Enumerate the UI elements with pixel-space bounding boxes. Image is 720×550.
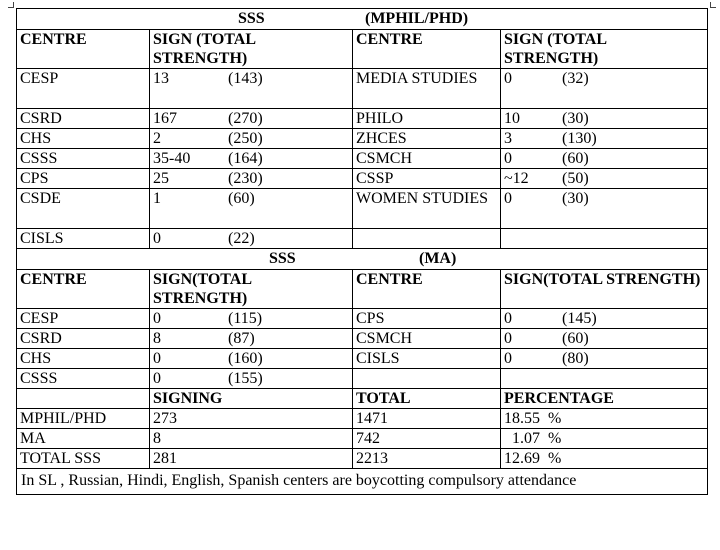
total-strength-value: (30) <box>562 190 589 207</box>
sign-cell <box>150 69 353 109</box>
table-row <box>17 349 708 369</box>
sign-value: 167 <box>153 110 177 127</box>
total-strength-value: (130) <box>562 130 597 147</box>
centre-cell: CSMCH <box>353 329 501 349</box>
summary-total: 742 <box>353 429 501 449</box>
sign-cell <box>150 369 353 389</box>
total-strength-value: (143) <box>228 70 263 87</box>
total-strength-value: (60) <box>228 190 255 207</box>
summary-row <box>17 409 708 429</box>
total-strength-value: (115) <box>228 310 263 327</box>
table-row <box>17 309 708 329</box>
sign-value: 0 <box>504 70 512 87</box>
sign-cell <box>501 349 708 369</box>
table-row <box>17 369 708 389</box>
centre-cell: MEDIA STUDIES <box>353 69 501 109</box>
centre-cell: CPS <box>17 169 150 189</box>
centre-cell: CPS <box>353 309 501 329</box>
summary-row <box>17 429 708 449</box>
total-strength-value: (145) <box>562 310 597 327</box>
summary-total: 1471 <box>353 409 501 429</box>
total-strength-value: (30) <box>562 110 589 127</box>
summary-header-total: TOTAL <box>353 389 501 409</box>
summary-header-percentage: PERCENTAGE <box>501 389 708 409</box>
note-row <box>17 469 708 495</box>
ma-heading-row <box>17 249 708 270</box>
centre-cell <box>353 229 501 249</box>
sign-value: 25 <box>153 170 169 187</box>
centre-cell: WOMEN STUDIES <box>353 189 501 229</box>
sign-value: 3 <box>504 130 512 147</box>
sign-cell <box>501 169 708 189</box>
table-row <box>17 189 708 229</box>
column-header-centre: CENTRE <box>353 30 501 69</box>
summary-label: TOTAL SSS <box>17 449 150 469</box>
ma-heading-left: SSS <box>269 250 296 267</box>
mphil-section-heading <box>17 9 708 30</box>
centre-cell: CSSP <box>353 169 501 189</box>
sign-cell <box>501 109 708 129</box>
total-strength-value: (50) <box>562 170 589 187</box>
sign-value: 0 <box>504 330 512 347</box>
centre-cell: CHS <box>17 129 150 149</box>
ma-heading-right: (MA) <box>419 250 457 267</box>
summary-signing: 8 <box>150 429 353 449</box>
boycott-note: In SL , Russian, Hindi, English, Spanish centers are boycotting compulsory attendance <box>17 469 708 495</box>
total-strength-value: (80) <box>562 350 589 367</box>
sign-cell <box>150 329 353 349</box>
sign-cell <box>501 369 708 389</box>
summary-signing: 273 <box>150 409 353 429</box>
centre-cell: CSRD <box>17 109 150 129</box>
sign-value: 2 <box>153 130 161 147</box>
column-header-sign: SIGN (TOTAL STRENGTH) <box>150 30 353 69</box>
column-header-sign: SIGN(TOTAL STRENGTH) <box>150 270 353 309</box>
summary-header-row <box>17 389 708 409</box>
corner-mark-top-right <box>710 2 716 8</box>
total-strength-value: (250) <box>228 130 263 147</box>
sign-cell <box>501 189 708 229</box>
centre-cell: CISLS <box>353 349 501 369</box>
centre-cell: CHS <box>17 349 150 369</box>
sign-value: 0 <box>504 190 512 207</box>
mphil-heading-left: SSS <box>238 10 265 27</box>
sign-cell <box>150 149 353 169</box>
sign-cell <box>501 309 708 329</box>
sign-value: 10 <box>504 110 520 127</box>
ma-column-header-row <box>17 270 708 309</box>
summary-percentage: 18.55 % <box>501 409 708 429</box>
mphil-heading-row <box>17 9 708 30</box>
attendance-document <box>16 8 708 495</box>
sign-value: 0 <box>504 310 512 327</box>
sign-cell <box>150 229 353 249</box>
summary-label: MA <box>17 429 150 449</box>
sign-value: 0 <box>153 370 161 387</box>
centre-cell: ZHCES <box>353 129 501 149</box>
centre-cell: CSMCH <box>353 149 501 169</box>
total-strength-value: (230) <box>228 170 263 187</box>
table-row <box>17 169 708 189</box>
mphil-heading-right: (MPHIL/PHD) <box>365 10 469 27</box>
sign-cell <box>501 149 708 169</box>
column-header-sign: SIGN(TOTAL STRENGTH) <box>501 270 708 309</box>
sign-value: 0 <box>153 310 161 327</box>
total-strength-value: (60) <box>562 330 589 347</box>
sign-cell <box>501 69 708 109</box>
centre-cell: CESP <box>17 69 150 109</box>
centre-cell: CSRD <box>17 329 150 349</box>
centre-cell: PHILO <box>353 109 501 129</box>
sign-value: 0 <box>153 350 161 367</box>
summary-row <box>17 449 708 469</box>
table-row <box>17 109 708 129</box>
sign-value: 0 <box>153 230 161 247</box>
column-header-centre: CENTRE <box>17 270 150 309</box>
summary-header-empty <box>17 389 150 409</box>
summary-header-signing: SIGNING <box>150 389 353 409</box>
centre-cell: CESP <box>17 309 150 329</box>
sign-cell <box>150 129 353 149</box>
total-strength-value: (270) <box>228 110 263 127</box>
sign-value: 35-40 <box>153 150 191 167</box>
sign-value: ~12 <box>504 170 529 187</box>
table-row <box>17 129 708 149</box>
column-header-centre: CENTRE <box>17 30 150 69</box>
table-row <box>17 329 708 349</box>
centre-cell: CSDE <box>17 189 150 229</box>
table-row <box>17 69 708 109</box>
centre-cell: CSSS <box>17 149 150 169</box>
sign-cell <box>150 349 353 369</box>
table-row <box>17 229 708 249</box>
sign-cell <box>150 309 353 329</box>
sign-value: 0 <box>504 350 512 367</box>
total-strength-value: (164) <box>228 150 263 167</box>
summary-total: 2213 <box>353 449 501 469</box>
corner-mark-top-left <box>8 2 14 8</box>
total-strength-value: (32) <box>562 70 589 87</box>
summary-signing: 281 <box>150 449 353 469</box>
sign-value: 1 <box>153 190 161 207</box>
centre-cell <box>353 369 501 389</box>
attendance-table <box>16 8 708 495</box>
total-strength-value: (160) <box>228 350 263 367</box>
table-row <box>17 149 708 169</box>
sign-value: 13 <box>153 70 169 87</box>
total-strength-value: (22) <box>228 230 255 247</box>
total-strength-value: (60) <box>562 150 589 167</box>
summary-percentage: 1.07 % <box>501 429 708 449</box>
total-strength-value: (87) <box>228 330 255 347</box>
column-header-centre: CENTRE <box>353 270 501 309</box>
summary-percentage: 12.69 % <box>501 449 708 469</box>
total-strength-value: (155) <box>228 370 263 387</box>
centre-cell: CISLS <box>17 229 150 249</box>
centre-cell: CSSS <box>17 369 150 389</box>
sign-cell <box>150 169 353 189</box>
sign-cell <box>501 329 708 349</box>
sign-cell <box>501 229 708 249</box>
sign-cell <box>150 109 353 129</box>
column-header-sign: SIGN (TOTAL STRENGTH) <box>501 30 708 69</box>
sign-cell <box>501 129 708 149</box>
sign-cell <box>150 189 353 229</box>
mphil-column-header-row <box>17 30 708 69</box>
sign-value: 8 <box>153 330 161 347</box>
sign-value: 0 <box>504 150 512 167</box>
summary-label: MPHIL/PHD <box>17 409 150 429</box>
ma-section-heading <box>17 249 708 270</box>
